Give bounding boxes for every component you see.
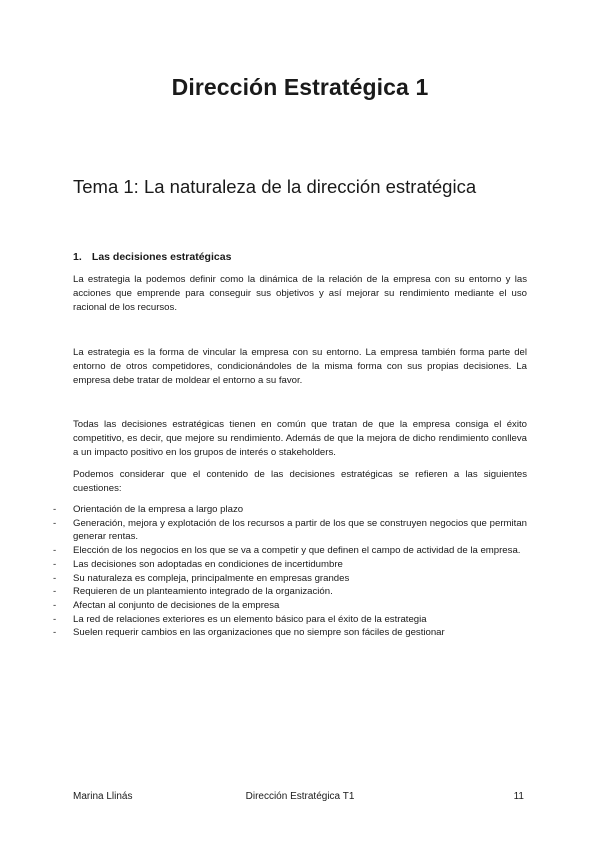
footer-author: Marina Llinás bbox=[73, 791, 133, 802]
bullet-dash: - bbox=[53, 558, 57, 570]
document-title: Dirección Estratégica 1 bbox=[171, 74, 429, 100]
section-number: 1. bbox=[73, 251, 82, 263]
list-item bbox=[53, 517, 527, 544]
list-item bbox=[53, 626, 527, 640]
bullet-dash: - bbox=[53, 572, 57, 584]
list-item bbox=[53, 599, 527, 613]
footer-document-name: Dirección Estratégica T1 bbox=[245, 791, 355, 802]
list-item-text: Afectan al conjunto de decisiones de la empresa bbox=[73, 599, 280, 611]
bullet-dash: - bbox=[53, 504, 57, 515]
paragraph: La estrategia es la forma de vincular la empresa con su entorno. La empresa también forma parte del entorno de otros competidores, condicionándoles de la misma forma con sus propias decisiones. La empresa debe tratar de moldear el entorno a su favor. bbox=[73, 347, 527, 386]
list-item bbox=[53, 613, 527, 627]
bullet-dash: - bbox=[53, 599, 57, 611]
section-heading bbox=[73, 251, 231, 263]
bullet-dash: - bbox=[53, 627, 57, 639]
section-heading-text: Las decisiones estratégicas bbox=[91, 251, 232, 263]
bullet-dash: - bbox=[53, 613, 57, 625]
paragraph: La estrategia la podemos definir como la dinámica de la relación de la empresa con su entorno y las acciones que emprende para conseguir sus objetivos y así mejorar su rendimiento mediante el uso racional de los recursos. bbox=[73, 274, 527, 313]
list-item-text: Suelen requerir cambios en las organizaciones que no siempre son fáciles de gestionar bbox=[73, 627, 445, 639]
paragraph: Todas las decisiones estratégicas tienen en común que tratan de que la empresa consiga el éxito competitivo, es decir, que mejore su rendimiento. Además de que la mejora de dicho rendimiento conlleva a un impacto positivo en los grupos de interés o stakeholders. bbox=[73, 419, 527, 458]
footer-page-number: 11 bbox=[513, 791, 524, 802]
list-item bbox=[53, 544, 527, 558]
list-item-text: La red de relaciones exteriores es un elemento básico para el éxito de la estrategia bbox=[73, 613, 427, 625]
list-item-text: Las decisiones son adoptadas en condiciones de incertidumbre bbox=[73, 558, 343, 570]
list-item-text: Requieren de un planteamiento integrado de la organización. bbox=[73, 586, 333, 598]
list-item-text: Su naturaleza es compleja, principalmente en empresas grandes bbox=[73, 572, 350, 584]
bullet-dash: - bbox=[53, 545, 57, 557]
topic-title: Tema 1: La naturaleza de la dirección estratégica bbox=[73, 176, 477, 197]
bullet-dash: - bbox=[53, 517, 57, 529]
bullet-dash: - bbox=[53, 586, 57, 598]
bullet-list bbox=[53, 503, 527, 640]
list-item bbox=[53, 558, 527, 572]
list-item bbox=[53, 585, 527, 599]
list-item bbox=[53, 572, 527, 586]
list-item-text: Orientación de la empresa a largo plazo bbox=[73, 504, 244, 515]
list-item-text: Elección de los negocios en los que se va a competir y que definen el campo de actividad de la empresa. bbox=[73, 545, 521, 557]
list-item-text: Generación, mejora y explotación de los recursos a partir de los que se construyen negocios que permitan generar rentas. bbox=[73, 517, 527, 543]
list-item bbox=[53, 503, 527, 517]
paragraph: Podemos considerar que el contenido de las decisiones estratégicas se refieren a las siguientes cuestiones: bbox=[73, 469, 527, 494]
